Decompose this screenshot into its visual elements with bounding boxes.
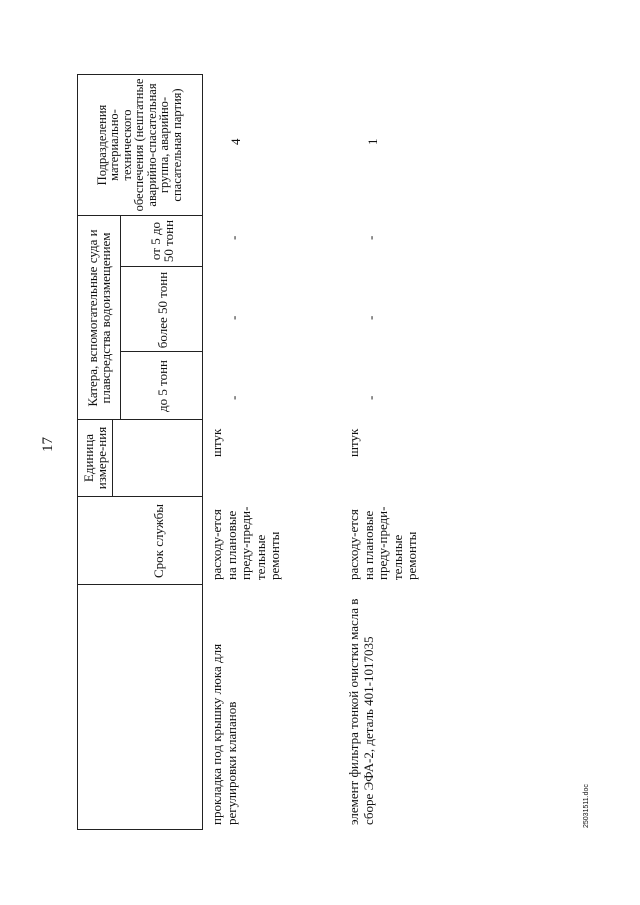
header-cat-5-to-50: от 5 до 50 тонн bbox=[148, 219, 176, 263]
header-service-life: Срок службы bbox=[150, 504, 166, 578]
row1-service-life: расходу-ется на плановые преду-преди-тельные ремонты bbox=[209, 506, 282, 580]
col-line-category bbox=[77, 215, 203, 216]
row1-unit: штук bbox=[209, 428, 224, 457]
col-line-over50 bbox=[120, 351, 203, 352]
row1-name: прокладка под крышку люка для регулировки клапанов bbox=[209, 643, 239, 825]
header-bottom-border bbox=[202, 75, 203, 830]
row2-to5: - bbox=[363, 235, 378, 240]
row2-subdivision: 1 bbox=[365, 138, 380, 145]
row2-5to50: - bbox=[363, 315, 378, 320]
header-cat-over-50: более 50 тонн bbox=[154, 271, 170, 349]
table-right-border bbox=[77, 74, 203, 75]
document-filename: 25031511.doc bbox=[583, 784, 590, 828]
row1-over50: - bbox=[226, 395, 241, 400]
header-cat-to-5: до 5 тонн bbox=[154, 359, 170, 413]
rotated-table bbox=[77, 75, 527, 830]
header-category-group: Катера, вспомогательные суда и плавсредства водоизмещением bbox=[85, 229, 113, 407]
row2-name: элемент фильтра тонкой очистки масла в сборе ЭФА-2, деталь 401-1017035 bbox=[346, 598, 376, 825]
header-subdivision: Подразделения материально-технического обеспечения (нештатные аварийно-спасательная группа, аварийно-спасательная партия) bbox=[94, 78, 184, 212]
col-line-5to50 bbox=[120, 266, 203, 267]
col-line-name bbox=[77, 584, 203, 585]
row2-unit: штук bbox=[346, 428, 361, 457]
row1-to5: - bbox=[226, 235, 241, 240]
category-subheader-line bbox=[120, 216, 121, 420]
col-line-service bbox=[77, 496, 203, 497]
row2-service-life: расходу-ется на плановые преду-преди-тельные ремонты bbox=[346, 506, 419, 580]
row2-over50: - bbox=[363, 395, 378, 400]
table-left-border bbox=[77, 829, 203, 830]
row1-subdivision: 4 bbox=[228, 138, 243, 145]
header-unit: Единица измере-ния bbox=[81, 426, 109, 490]
row1-5to50: - bbox=[226, 315, 241, 320]
page-number: 17 bbox=[40, 437, 56, 452]
